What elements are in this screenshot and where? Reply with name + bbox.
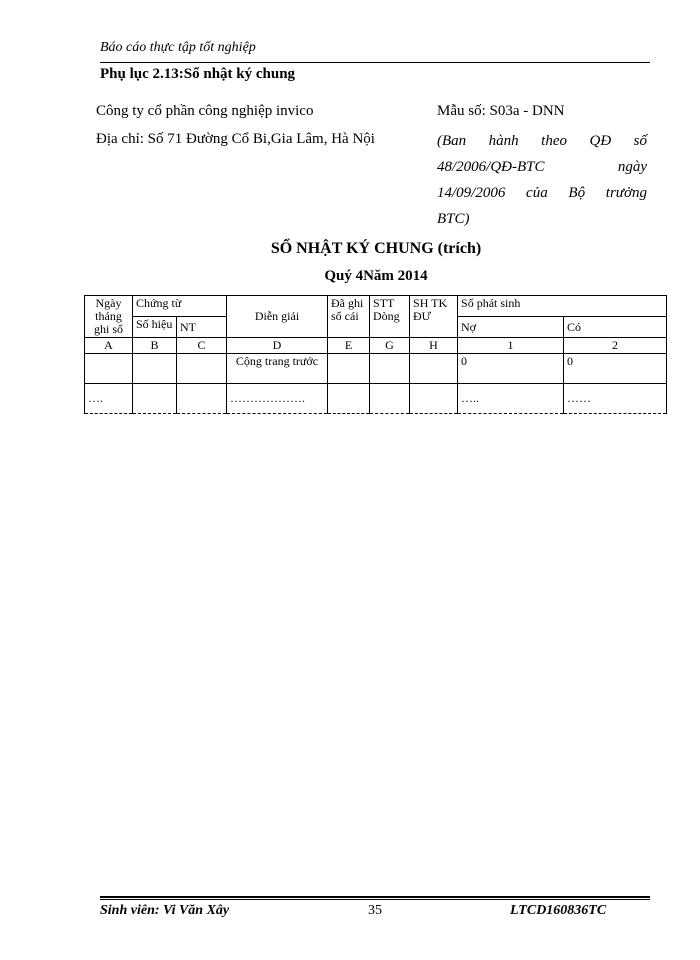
header-voucher-no: Số hiệu xyxy=(133,317,177,338)
carry-credit: 0 xyxy=(564,354,667,384)
footer-rule xyxy=(100,896,650,898)
carry-description: Cộng trang trước xyxy=(227,354,328,384)
company-address: Địa chỉ: Số 71 Đường Cổ Bi,Gia Lâm, Hà Nội xyxy=(96,131,375,147)
running-title: Báo cáo thực tập tốt nghiệp xyxy=(100,40,256,55)
code-cell: 2 xyxy=(564,338,667,354)
decree-line: (Ban hành theo QĐ số xyxy=(437,133,647,149)
header-date: Ngày tháng ghi sổ xyxy=(85,296,133,338)
dots-row xyxy=(85,384,667,414)
document-title: SỔ NHẬT KÝ CHUNG (trích) xyxy=(270,240,482,257)
code-cell: E xyxy=(328,338,370,354)
decree-line: 48/2006/QĐ-BTC ngày xyxy=(437,159,647,175)
decree-line: BTC) xyxy=(437,211,470,227)
code-cell: 1 xyxy=(458,338,564,354)
code-cell: H xyxy=(410,338,458,354)
header-voucher: Chứng từ xyxy=(133,296,227,317)
form-number: Mẫu số: S03a - DNN xyxy=(437,103,565,119)
header-description: Diễn giải xyxy=(227,296,328,338)
dots-credit: …… xyxy=(564,384,667,414)
company-name: Công ty cổ phần công nghiệp invico xyxy=(96,103,314,119)
dots-description: ………………. xyxy=(227,384,328,414)
header-line-no: STT Dòng xyxy=(370,296,410,338)
page-number: 35 xyxy=(368,903,382,918)
document-period: Quý 4Năm 2014 xyxy=(324,268,428,284)
dots-date: …. xyxy=(85,384,133,414)
header-amount: Số phát sinh xyxy=(458,296,667,317)
footer-rule xyxy=(100,899,650,900)
decree-note xyxy=(437,128,647,232)
footer-code: LTCD160836TC xyxy=(510,903,607,918)
header-credit: Có xyxy=(564,317,667,338)
appendix-title: Phụ lục 2.13:Sổ nhật ký chung xyxy=(100,66,296,82)
header-rule xyxy=(100,62,650,63)
code-cell: B xyxy=(133,338,177,354)
dots-debit: ….. xyxy=(458,384,564,414)
code-cell: C xyxy=(177,338,227,354)
header-voucher-date: NT xyxy=(177,317,227,338)
code-cell: A xyxy=(85,338,133,354)
carry-debit: 0 xyxy=(458,354,564,384)
header-debit: Nợ xyxy=(458,317,564,338)
carry-forward-row xyxy=(85,354,667,384)
code-cell: D xyxy=(227,338,328,354)
journal-table xyxy=(84,295,667,414)
code-cell: G xyxy=(370,338,410,354)
footer-student: Sinh viên: Vi Văn Xây xyxy=(100,903,230,918)
decree-line: 14/09/2006 của Bộ trưởng xyxy=(437,185,647,201)
header-account: SH TK ĐƯ xyxy=(410,296,458,338)
code-row xyxy=(85,338,667,354)
header-row xyxy=(85,296,667,317)
header-posted: Đã ghi sổ cái xyxy=(328,296,370,338)
